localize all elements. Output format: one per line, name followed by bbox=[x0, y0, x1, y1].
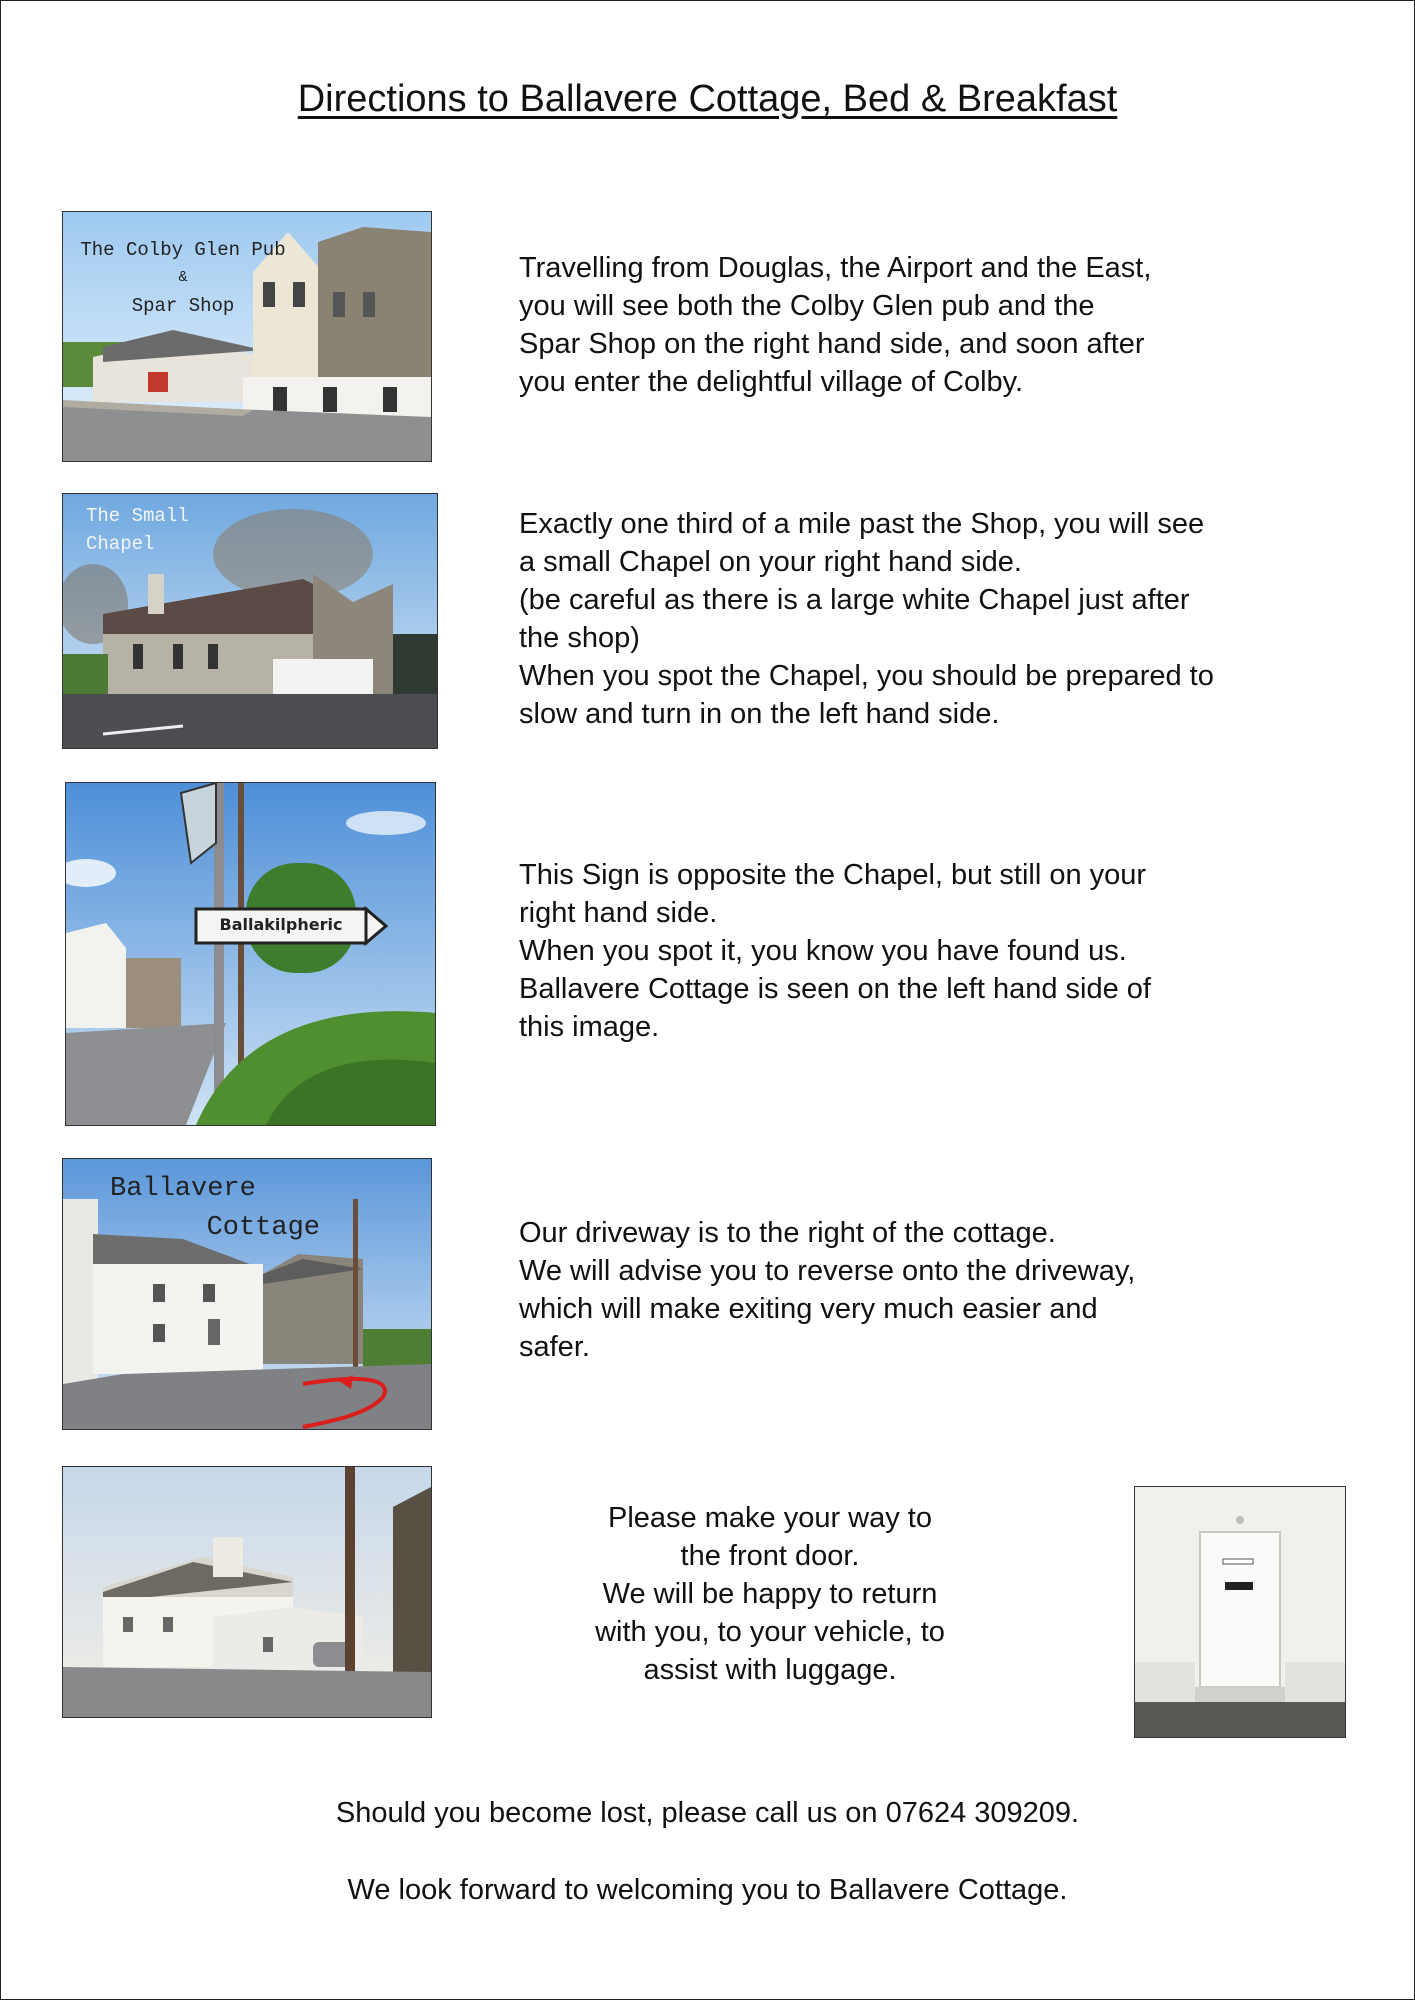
photo-ballakilpheric-sign bbox=[65, 782, 436, 1126]
photo-caption-colby-glen-pub: The Colby Glen Pub & Spar Shop bbox=[80, 239, 286, 317]
direction-step-1-text: Travelling from Douglas, the Airport and the East, you will see both the Colby Glen pub and the Spar Shop on the right hand side, and soon after you enter the delightful village of Colby. bbox=[519, 252, 1152, 398]
direction-step-4-text: Our driveway is to the right of the cottage. We will advise you to reverse onto the driveway, which will make exiting very much easier and safer. bbox=[519, 1217, 1136, 1363]
photo-caption-small-chapel: The Small Chapel bbox=[86, 505, 189, 555]
photo-caption-ballavere-cottage: Ballavere Cottage bbox=[110, 1174, 320, 1243]
footer-welcome-line: We look forward to welcoming you to Ballavere Cottage. bbox=[347, 1874, 1068, 1906]
direction-step-2-text: Exactly one third of a mile past the Shop, you will see a small Chapel on your right hand side. (be careful as there is a large white Chapel just after the shop) When you spot the Chapel, you should be prepared to slow and turn in on the left hand side. bbox=[519, 508, 1214, 730]
direction-step-3-text: This Sign is opposite the Chapel, but still on your right hand side. When you spot it, you know you have found us. Ballavere Cottage is seen on the left hand side of this image. bbox=[519, 859, 1151, 1043]
photo-cottage-street-view bbox=[62, 1466, 432, 1718]
sign-label-ballakilpheric: Ballakilpheric bbox=[219, 915, 343, 934]
photo-front-door bbox=[1134, 1486, 1346, 1738]
direction-step-5-text: Please make your way to the front door. We will be happy to return with you, to your vehicle, to assist with luggage. bbox=[595, 1502, 945, 1686]
page-title: Directions to Ballavere Cottage, Bed & Breakfast bbox=[297, 78, 1118, 120]
footer-phone-line: Should you become lost, please call us on 07624 309209. bbox=[335, 1797, 1080, 1829]
